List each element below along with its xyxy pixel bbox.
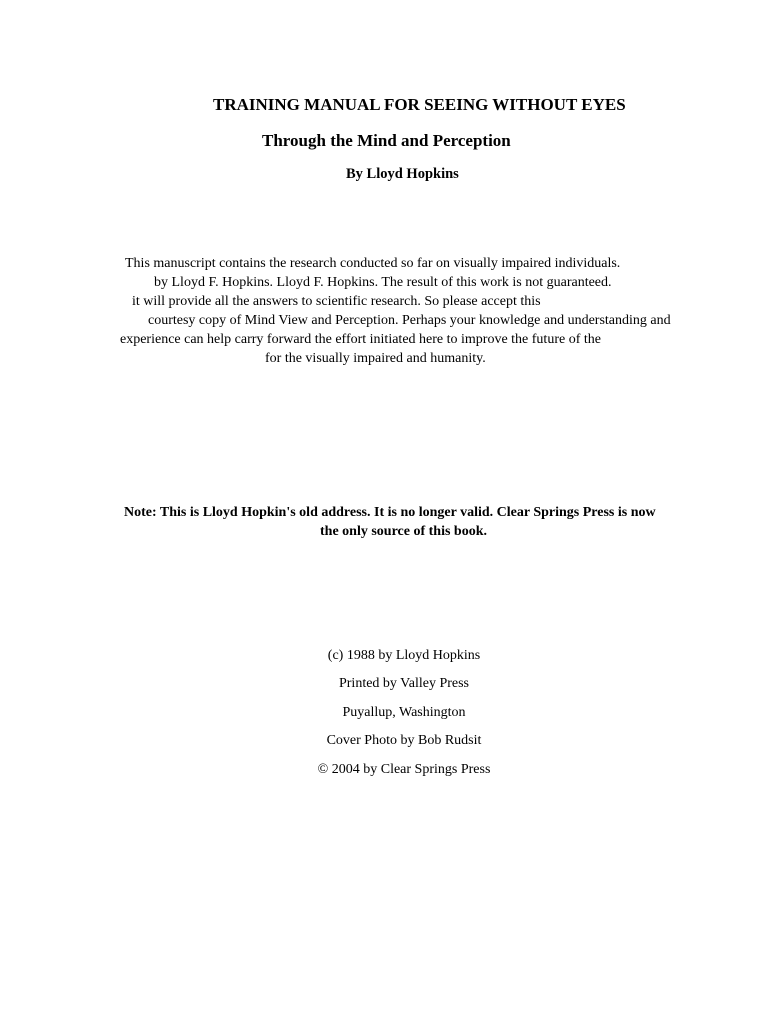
printer-credit: Printed by Valley Press <box>338 676 469 691</box>
document-title: TRAINING MANUAL FOR SEEING WITHOUT EYES <box>213 95 626 114</box>
note-line: the only source of this book. <box>320 524 487 539</box>
copyright-1988: (c) 1988 by Lloyd Hopkins <box>327 648 481 663</box>
document-subtitle: Through the Mind and Perception <box>262 131 511 150</box>
intro-line: experience can help carry forward the effort initiated here to improve the future of the <box>120 332 601 347</box>
intro-line: by Lloyd F. Hopkins. Lloyd F. Hopkins. The result of this work is not guaranteed. <box>154 275 612 290</box>
note-line: Note: This is Lloyd Hopkin's old address. It is no longer valid. Clear Springs Press is now <box>124 505 656 520</box>
printer-location: Puyallup, Washington <box>342 705 466 720</box>
intro-line: This manuscript contains the research conducted so far on visually impaired individuals. <box>125 256 621 271</box>
intro-line: for the visually impaired and humanity. <box>265 351 486 366</box>
cover-photo-credit: Cover Photo by Bob Rudsit <box>326 733 482 748</box>
intro-line: courtesy copy of Mind View and Perception. Perhaps your knowledge and understanding and <box>148 313 671 328</box>
document-author: By Lloyd Hopkins <box>346 166 459 182</box>
copyright-2004: © 2004 by Clear Springs Press <box>317 762 491 777</box>
intro-line: it will provide all the answers to scientific research. So please accept this <box>132 294 541 309</box>
